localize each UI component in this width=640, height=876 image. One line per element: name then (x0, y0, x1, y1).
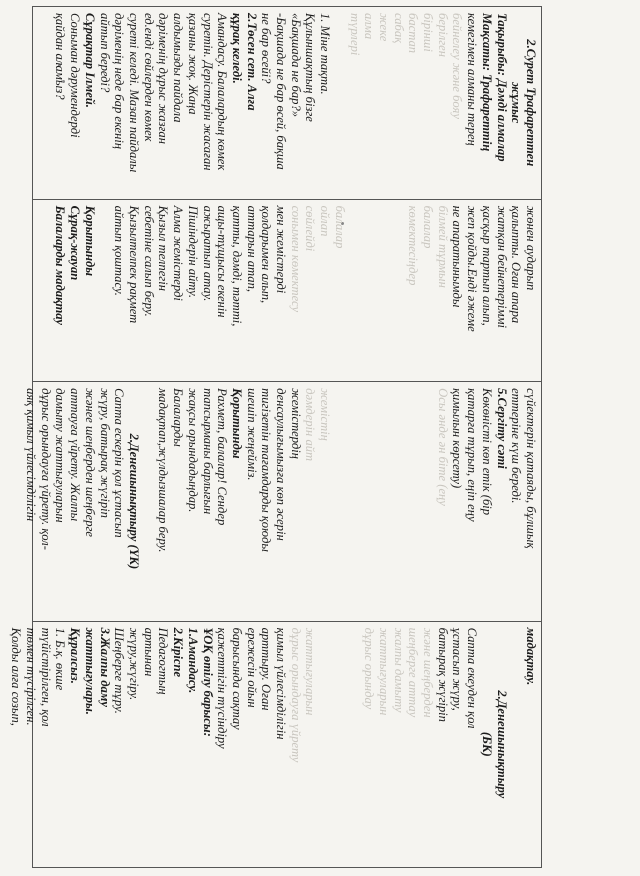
col3-line (362, 388, 377, 614)
col1-line: берілген (435, 13, 450, 57)
col1-line: алдымызды пайдала (171, 13, 186, 123)
col2-line: білмей тұрмын (435, 205, 450, 288)
col4-line: Сапта екеуден қол (465, 627, 480, 729)
col4-line (317, 628, 332, 861)
col1-line: Соныман дәрумендерді (68, 13, 83, 138)
col3-line: Рахмет, балалар! Сендер (215, 388, 230, 526)
col1-line (332, 13, 347, 193)
col3-line: жәнее шеңберден шеңберге (82, 388, 97, 537)
col4-line: жаттығуларын (376, 627, 391, 716)
col2-line: қасқыр тартып алып, (479, 205, 494, 326)
col4-line: артынан (141, 627, 156, 677)
col4-line: ұстасып жүру, (450, 627, 465, 711)
col4-line: 1.Амандасу. (185, 627, 200, 694)
col3-line: Балаларды (171, 388, 186, 447)
col1-line: жеке (376, 13, 391, 42)
col1-line: -Бақшада не бар өсей, бақша (274, 13, 289, 170)
col4-line (347, 628, 362, 861)
col3-line: Көкөністі көп етік (бір (479, 388, 494, 516)
col4-line: ҰОҚ өтілу барысы: (200, 627, 215, 737)
col3-line (332, 388, 347, 614)
col3-line: дамыту жаттығуларын (53, 388, 68, 523)
col3-line (376, 388, 391, 614)
col3-line: жүру, батырақ жүгіріп (97, 388, 112, 518)
col1-line: дәріменің неде бар екенің (112, 13, 127, 150)
col3-line: Қорытынды (229, 388, 244, 459)
col2-line: көмектесіңдер (406, 205, 421, 286)
col2-line: Қызылтелпек рақмет (127, 205, 142, 324)
col3-line (420, 388, 435, 614)
col2-line (391, 206, 406, 376)
col4-line: шеңберге аттау (406, 627, 421, 718)
col2-line: сонымен көмектесу (288, 205, 303, 313)
col1-line: не бар өсейі? (259, 13, 274, 84)
column-2 (33, 199, 541, 382)
col2-line (362, 206, 377, 376)
col3-line: дәмдерін айт (303, 388, 318, 462)
col1-line: бастап (406, 13, 421, 54)
col2-line: себетіне салып беру. (141, 205, 156, 317)
col3-line: қатарға тұрып, еңіп еңу (465, 388, 480, 522)
col1-line: Амандасу. Балалардың көмек (215, 13, 230, 171)
col2-line: аттарын атап, (244, 205, 259, 293)
col3-line: еттеріне күш береді. (509, 388, 524, 504)
col2-line: Пішіндерін айту. (185, 205, 200, 299)
col3-line: Осы әнде ән біте (еңу (435, 388, 450, 506)
col1-line: суретін. Дерістерін жасаған (200, 13, 215, 171)
col2-line: қатты, дәмді, тәтті, (229, 205, 244, 327)
col3-line: шешіп жеңейміз. (244, 388, 259, 481)
col4-line: қимыл үйлесімділігін (274, 627, 289, 740)
col2-line: балалар (421, 205, 436, 249)
col4-line: ережесін ойын (244, 627, 259, 708)
col1-header-1: 2.Сурет Трафареттен (524, 39, 538, 167)
col1-line: бірінші (421, 13, 436, 52)
col4-line (332, 628, 347, 861)
col1-line: 2.Төсен сет. Алға (244, 13, 259, 111)
col2-line: мен жемістерді (274, 205, 289, 294)
col3-line: аяқ қимыл үйлесімділігін (24, 388, 39, 522)
col1-line: ед.енді сөйлерден көмек (141, 13, 156, 142)
col4-line: мадақтау. (524, 627, 538, 686)
col4-line: жүру,жүгіру. (127, 627, 142, 701)
col2-line: Қорытынды (82, 205, 97, 276)
col4-line: Шеңберге тұру. (112, 627, 127, 714)
col4-line: дұрыс орындауға үйрету (288, 627, 303, 763)
col3-line (141, 388, 156, 614)
col1-line: құрақ келеді. (229, 13, 244, 84)
col2-line: ойлап (318, 205, 333, 237)
col2-line: ажыратып атау. (200, 205, 215, 302)
col3-line: жемістердің (288, 388, 303, 460)
col3-line: дұрыс орындауға үйрету. қол- (38, 388, 53, 550)
col1-line: кемегімен алманы терең (465, 13, 480, 146)
col2-line: Балаларды мадақтау (53, 205, 68, 326)
col1-line: сабақ (391, 13, 406, 44)
col3-line: қимылын көрсету) (450, 388, 465, 489)
col4-line: (БК) (479, 731, 494, 757)
col2-line: сөйлейді (303, 205, 318, 252)
col2-line (97, 206, 112, 376)
col1-line: дәріменің дұрыс жазған (156, 13, 171, 144)
col2-line: жөнен аударып (524, 205, 538, 291)
col4-line: Қолды алға созып, (9, 627, 24, 726)
col1-header-2: жұмыс (509, 82, 524, 124)
col4-line: Құралсыз. (68, 627, 83, 684)
col3-line: тапсырманы барлығын (200, 388, 215, 515)
col3-line: аттауға үйрету. Жалпы (68, 388, 83, 522)
col4-line (509, 628, 524, 861)
col2-line: балалар (332, 205, 347, 249)
col1-line: Мақсаты: Трафареттің (479, 13, 494, 152)
col2-line: Сұрақ-жауап (68, 205, 83, 281)
col4-line: Педагогтың (156, 627, 171, 695)
col4-line: жаттығулары. (82, 627, 97, 715)
col4-line: арттыру. Оған (259, 627, 274, 711)
col1-line: Сұрақтар Ілмей. (82, 13, 97, 108)
col2-line: не апаратынымды (450, 205, 465, 308)
col1-line: 1. Міне тақта. (318, 13, 333, 95)
col4-line: 2.Денешынықтыру (494, 690, 509, 799)
column-1 (33, 7, 541, 199)
col4-line: барысында сақтау (229, 627, 244, 730)
col3-line (406, 388, 421, 614)
col1-line: қазаны жоқ. Жаңа (185, 13, 200, 115)
col1-line: алма (362, 13, 377, 40)
col3-line: 5.Сергіту сәті (494, 388, 509, 469)
col2-line: қолдарымен алып, (259, 205, 274, 304)
column-3 (24, 381, 541, 620)
col3-line (347, 388, 362, 614)
col1-line: Құлыншақтың бізге (303, 13, 318, 122)
col1-line: түрлері (347, 13, 362, 56)
col3-line: денсаулығымызға көп әсерін (274, 388, 289, 541)
col3-line: Сапта ескерін қол ұстасып (112, 388, 127, 538)
col4-line: және шеңберден (421, 627, 436, 718)
col3-line: сүйектерін қатаяды, бұлшық (524, 388, 538, 549)
col3-line: жақсы орындадыңдар. (185, 388, 200, 513)
column-4 (9, 621, 541, 867)
col4-line: 1. Б.қ. өкше (53, 627, 68, 691)
col2-line: жеп қойды.Енді әжеме (465, 205, 480, 332)
col4-line: батырақ жүгіріп (435, 627, 450, 722)
col1-line: «Бақшада не бар?» (288, 13, 303, 118)
col3-line: тигізетін тағамдарды қоюды (259, 388, 274, 552)
col4-line: түйістірілген, қол (38, 627, 53, 727)
col2-line: қалыпты. Оған апара (509, 205, 524, 324)
col4-line: 2.Кіріспе (171, 627, 186, 678)
col2-line: Қызыл телпегін (156, 205, 171, 291)
col2-line: Алма жемістерді (171, 205, 186, 301)
col1-line: бейнелеу және бояу (450, 13, 465, 119)
col3-line: жемістің (318, 388, 333, 441)
col2-line (376, 206, 391, 376)
col2-line (347, 206, 362, 376)
col4-line: төмен түсірілген. (24, 627, 39, 726)
col1-line: суреті келеді. Мазан пайдалы (127, 13, 142, 173)
col3-line: мадақтап,жүлдызшалар беру. (156, 388, 171, 553)
col4-line: дұрыс орындау (362, 627, 377, 710)
col2-line: айтып қоштасу. (112, 205, 127, 296)
col3-line: 2.Денешынықтыру (ҮК) (127, 433, 142, 570)
col1-line: Тақырыбы: Дәмді алмалар (494, 13, 509, 162)
lesson-plan-table (9, 6, 542, 868)
col2-line: жатқан бейнетеріммі (494, 205, 509, 329)
col3-line (391, 388, 406, 614)
col2-line: ащы-тұщысы екенін (215, 205, 230, 318)
col4-line: қажеттігін түсіндіру (215, 627, 230, 749)
col1-line: айтып береді? (97, 13, 112, 93)
col4-line: 3.Жалпы даму (97, 627, 112, 707)
col1-line: қайдан аламыз? (53, 13, 68, 100)
col4-line: жалпы дамыту (391, 627, 406, 713)
col4-line: жаттығуларын (303, 627, 318, 716)
